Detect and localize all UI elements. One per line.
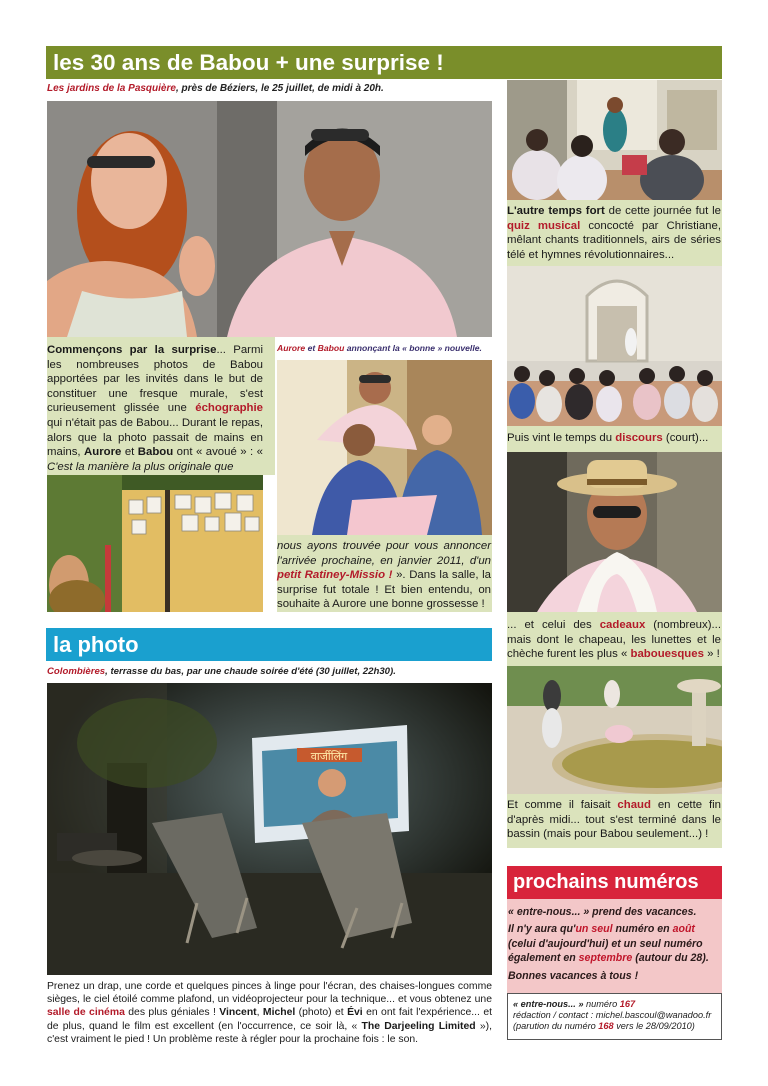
prochains-line3: Bonnes vacances à tous ! — [508, 969, 639, 982]
quiz-p2: concocté par Christiane, mêlant chants traditionnels, airs de séries télé et hymnes révolutionnaires... — [507, 219, 721, 261]
photo-babou-hat — [507, 452, 722, 612]
photo-text — [47, 980, 492, 1046]
main-banner — [46, 46, 722, 79]
cadeaux-p1: ... et celui des — [507, 619, 600, 631]
chaud-highlight: chaud — [617, 799, 651, 811]
prochains-l2f: septembre — [578, 952, 633, 965]
surprise-p1: ... Parmi les nombreuses photos de Babou apportées par les invités dans le but de constituer une fresque murale, s'est curieusement glissée une — [47, 344, 263, 415]
ratiney-highlight: petit Ratiney-Missio ! — [277, 569, 393, 582]
photo-banner — [46, 628, 492, 661]
photo-p5: »), c'est vraiment le pied ! Un problème reste à régler pour la prochaine fois : le son. — [47, 1020, 492, 1045]
photo-p3: (photo) et — [295, 1007, 348, 1019]
prochains-l2c: numéro en — [612, 923, 673, 936]
surprise-lead: Commençons par la surprise — [47, 344, 217, 356]
quiz-p1: de cette journée fut le — [604, 205, 721, 217]
photo-p1: Prenez un drap, une corde et quelques pinces à linge pour l'écran, des chaises-longues comme sièges, le ciel étoilé comme plafond, un vidéoprojecteur pour la technique... et vous obtenez une — [47, 981, 492, 1006]
credits-parution-a: (parution du numéro — [513, 1021, 599, 1031]
photo-discours — [507, 266, 722, 426]
prochains-l2e: (celui d'aujourd'hui) et un seul numéro également en — [508, 937, 703, 965]
chaud-p2: en cette fin d'après midi... tout s'est terminé dans le bassin (mais pour Babou seulement...) ! — [507, 799, 721, 841]
prochains-banner — [507, 866, 722, 899]
prochains-l2b: un seul — [575, 923, 613, 936]
cadeaux-p2: (nombreux)... mais dont le chapeau, les lunettes et le chèche furent les plus « — [507, 619, 721, 661]
cadeaux-text — [507, 618, 721, 662]
photo-photo-wall — [47, 475, 263, 612]
photo-fountain — [507, 666, 722, 794]
name-vincent: Vincent — [219, 1007, 257, 1019]
surprise-p2: qui n'était pas de Babou... Durant le repas, alors que la photo passait de mains en mains, — [47, 416, 263, 459]
photo-place: Colombières — [47, 666, 106, 677]
photo-announcement — [277, 360, 492, 535]
photo-subtitle — [47, 666, 497, 677]
credits-next: 168 — [598, 1021, 614, 1031]
chaud-p1: Et comme il faisait — [507, 799, 618, 811]
prochains-title: prochains numéros — [513, 871, 699, 893]
photo-p2: des plus géniales ! — [124, 1007, 220, 1019]
echographie-highlight: échographie — [195, 402, 263, 415]
photo-sep1: , — [256, 1007, 263, 1019]
surprise-quote-rest: nous ayons trouvée pour vous annoncer l'arrivée prochaine, en janvier 2011, d'un — [277, 540, 491, 567]
caption-et: et — [305, 343, 318, 353]
event-details: , près de Béziers, le 25 juillet, de midi à 20h. — [175, 83, 384, 94]
caption-rest: annonçant la « bonne » nouvelle. — [344, 343, 482, 353]
prochains-line1: « entre-nous... » prend des vacances. — [508, 906, 697, 918]
surprise-babou: Babou — [137, 446, 174, 459]
event-place: Les jardins de la Pasquière — [47, 83, 176, 94]
surprise-et: et — [121, 446, 138, 459]
surprise-aurore: Aurore — [84, 446, 122, 459]
credits-text — [513, 999, 719, 1032]
salle-highlight: salle de cinéma — [47, 1007, 125, 1019]
prochains-l2g: (autour du 28). — [632, 952, 709, 965]
discours-p1: Puis vint le temps du — [507, 432, 616, 444]
discours-highlight: discours — [615, 432, 663, 444]
caption-aurore: Aurore — [277, 343, 306, 353]
credits-line2: rédaction / contact : michel.bascoul@wanadoo.fr — [513, 1010, 712, 1020]
discours-p2: (court)... — [662, 432, 709, 444]
quiz-lead: L'autre temps fort — [507, 205, 605, 217]
photo-outdoor-cinema — [47, 683, 492, 975]
surprise-p3: ont « avoué » : « — [173, 446, 263, 459]
name-michel: Michel — [262, 1007, 296, 1019]
screen-sign: वार्जीलिंग — [310, 750, 348, 763]
prochains-line2 — [508, 922, 721, 965]
main-banner-title: les 30 ans de Babou + une surprise ! — [53, 50, 444, 75]
quiz-text — [507, 204, 721, 262]
photo-quiz-room — [507, 80, 722, 200]
film-title: The Darjeeling Limited — [361, 1020, 476, 1032]
photo-aurore-babou — [47, 101, 492, 337]
babouesques-highlight: babouesques — [630, 648, 704, 661]
caption-announcement — [277, 343, 493, 353]
cadeaux-p3: » ! — [703, 648, 720, 661]
quiz-highlight: quiz musical — [507, 219, 581, 232]
cadeaux-highlight: cadeaux — [599, 619, 646, 631]
prochains-l2a: Il n'y aura qu' — [508, 923, 576, 936]
prochains-l2d: août — [672, 923, 695, 936]
caption-babou: Babou — [317, 343, 345, 353]
discours-text — [507, 431, 721, 446]
photo-banner-title: la photo — [53, 632, 139, 657]
surprise-text — [47, 343, 263, 474]
event-subtitle — [47, 83, 497, 94]
credits-numero: 167 — [619, 999, 636, 1009]
surprise-quote-start: C'est la manière la plus originale que — [47, 460, 234, 473]
credits-parution-b: vers le 28/09/2010) — [613, 1021, 695, 1031]
credits-name: « entre-nous... » — [513, 999, 584, 1009]
credits-line3 — [513, 1021, 719, 1032]
prochains-text — [508, 905, 721, 983]
credits-numero-label: numéro — [583, 999, 620, 1009]
photo-details: , terrasse du bas, par une chaude soirée d'été (30 juillet, 22h30). — [105, 666, 396, 677]
surprise-text-cont — [277, 539, 491, 612]
surprise-p4: ». Dans la salle, la surprise fut totale ! Et bien entendu, on souhaite à Aurore une bonne grossesse ! — [277, 569, 491, 611]
name-evi: Évi — [347, 1007, 363, 1019]
credits-line1 — [513, 999, 719, 1010]
photo-p4: en ont fait l'expérience... et de plus, quand le film est excellent (en l'occurrence, ce soir là, « — [47, 1007, 492, 1032]
chaud-text — [507, 798, 721, 842]
